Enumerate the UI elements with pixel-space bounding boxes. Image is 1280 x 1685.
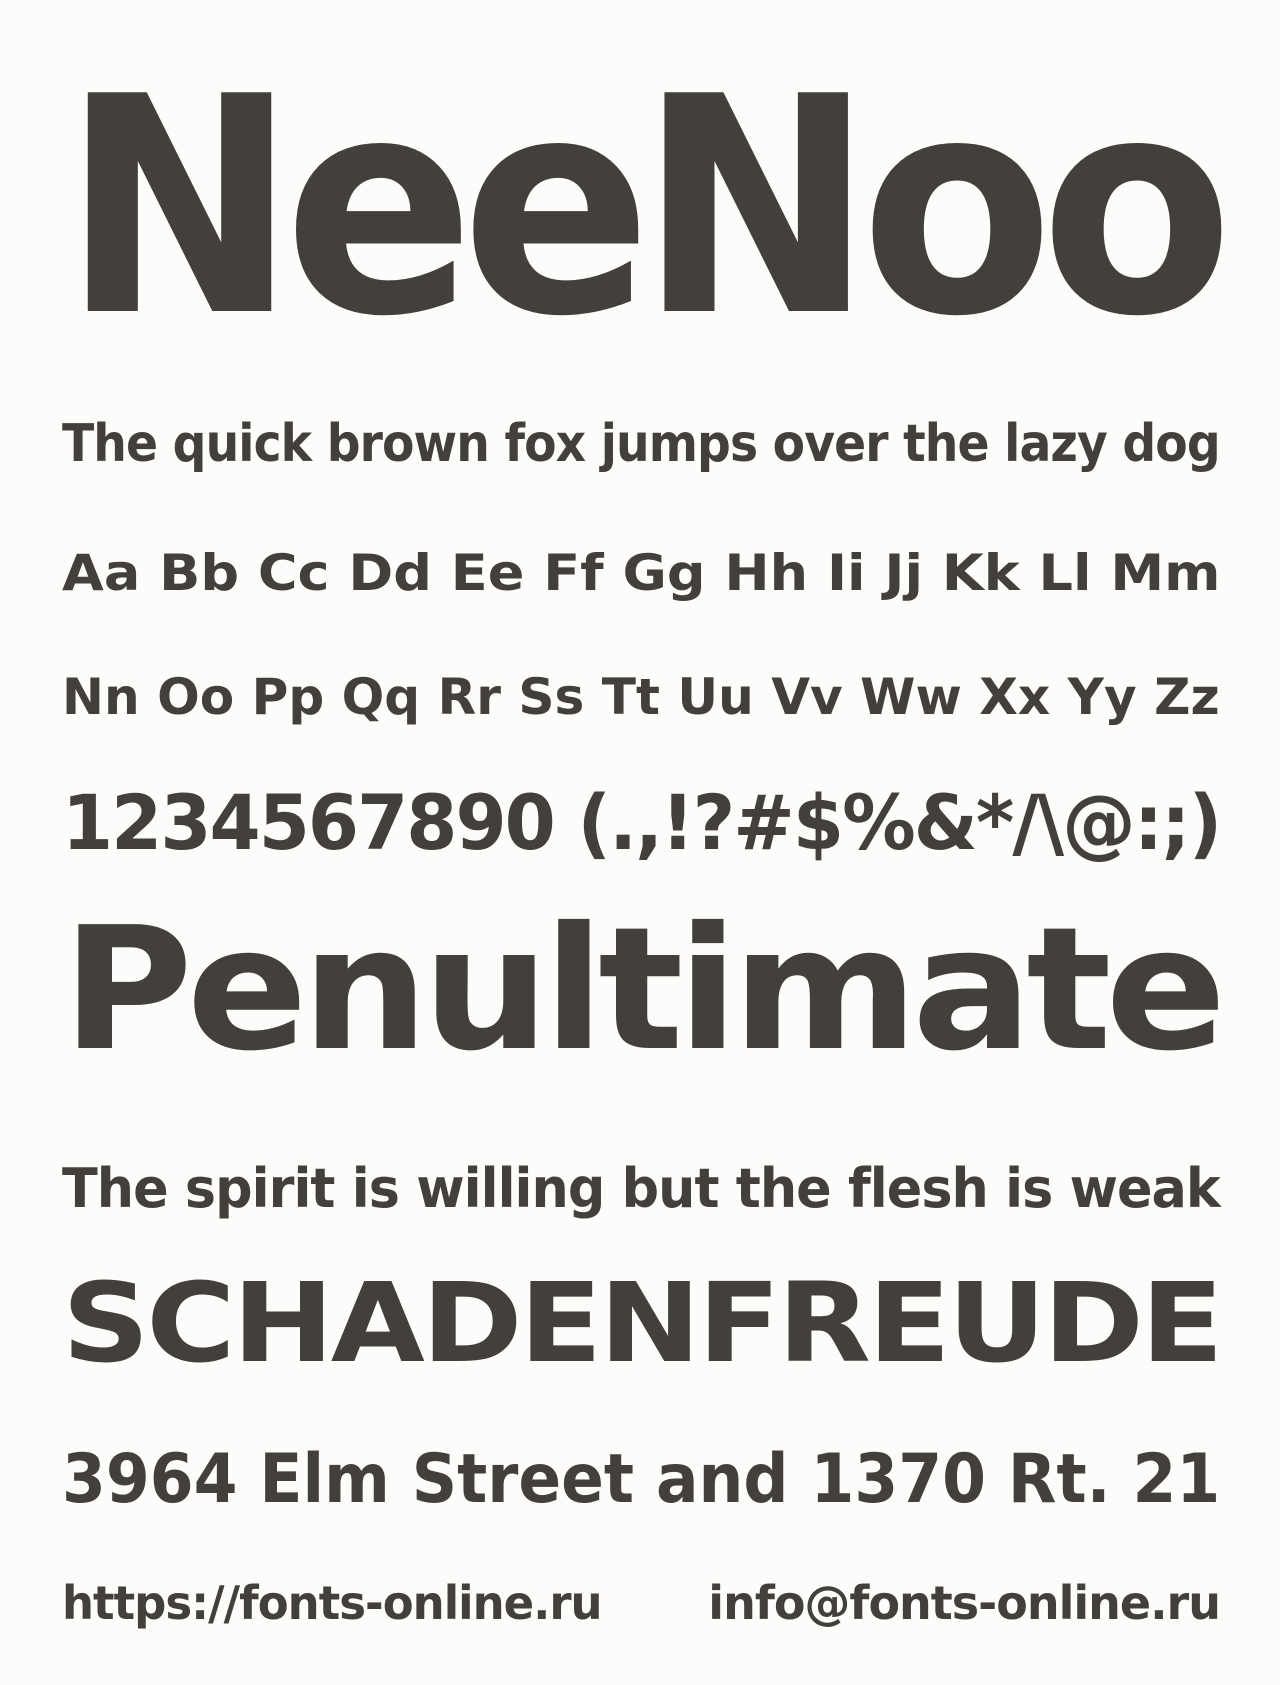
sample-address: 3964 Elm Street and 1370 Rt. 21 — [62, 1440, 1221, 1519]
font-name-title: NeeNoo — [62, 33, 1221, 382]
website-link[interactable]: https://fonts-online.ru — [62, 1576, 602, 1630]
digits-symbols-line: 1234567890 (.,!?#$%&*/\@:;) — [62, 778, 1221, 867]
pangram-line: The quick brown fox jumps over the lazy dog — [62, 414, 1220, 474]
footer — [62, 1576, 1220, 1640]
sample-phrase: The spirit is willing but the flesh is weak — [62, 1157, 1220, 1220]
sample-word: Penultimate — [62, 891, 1221, 1089]
alphabet-line-2: Nn Oo Pp Qq Rr Ss Tt Uu Vv Ww Xx Yy Zz — [62, 668, 1220, 726]
alphabet-line-1: Aa Bb Cc Dd Ee Ff Gg Hh Ii Jj Kk Ll Mm — [62, 544, 1221, 602]
sample-caps-word: SCHADENFREUDE — [62, 1259, 1221, 1387]
email-link[interactable]: info@fonts-online.ru — [708, 1576, 1220, 1630]
